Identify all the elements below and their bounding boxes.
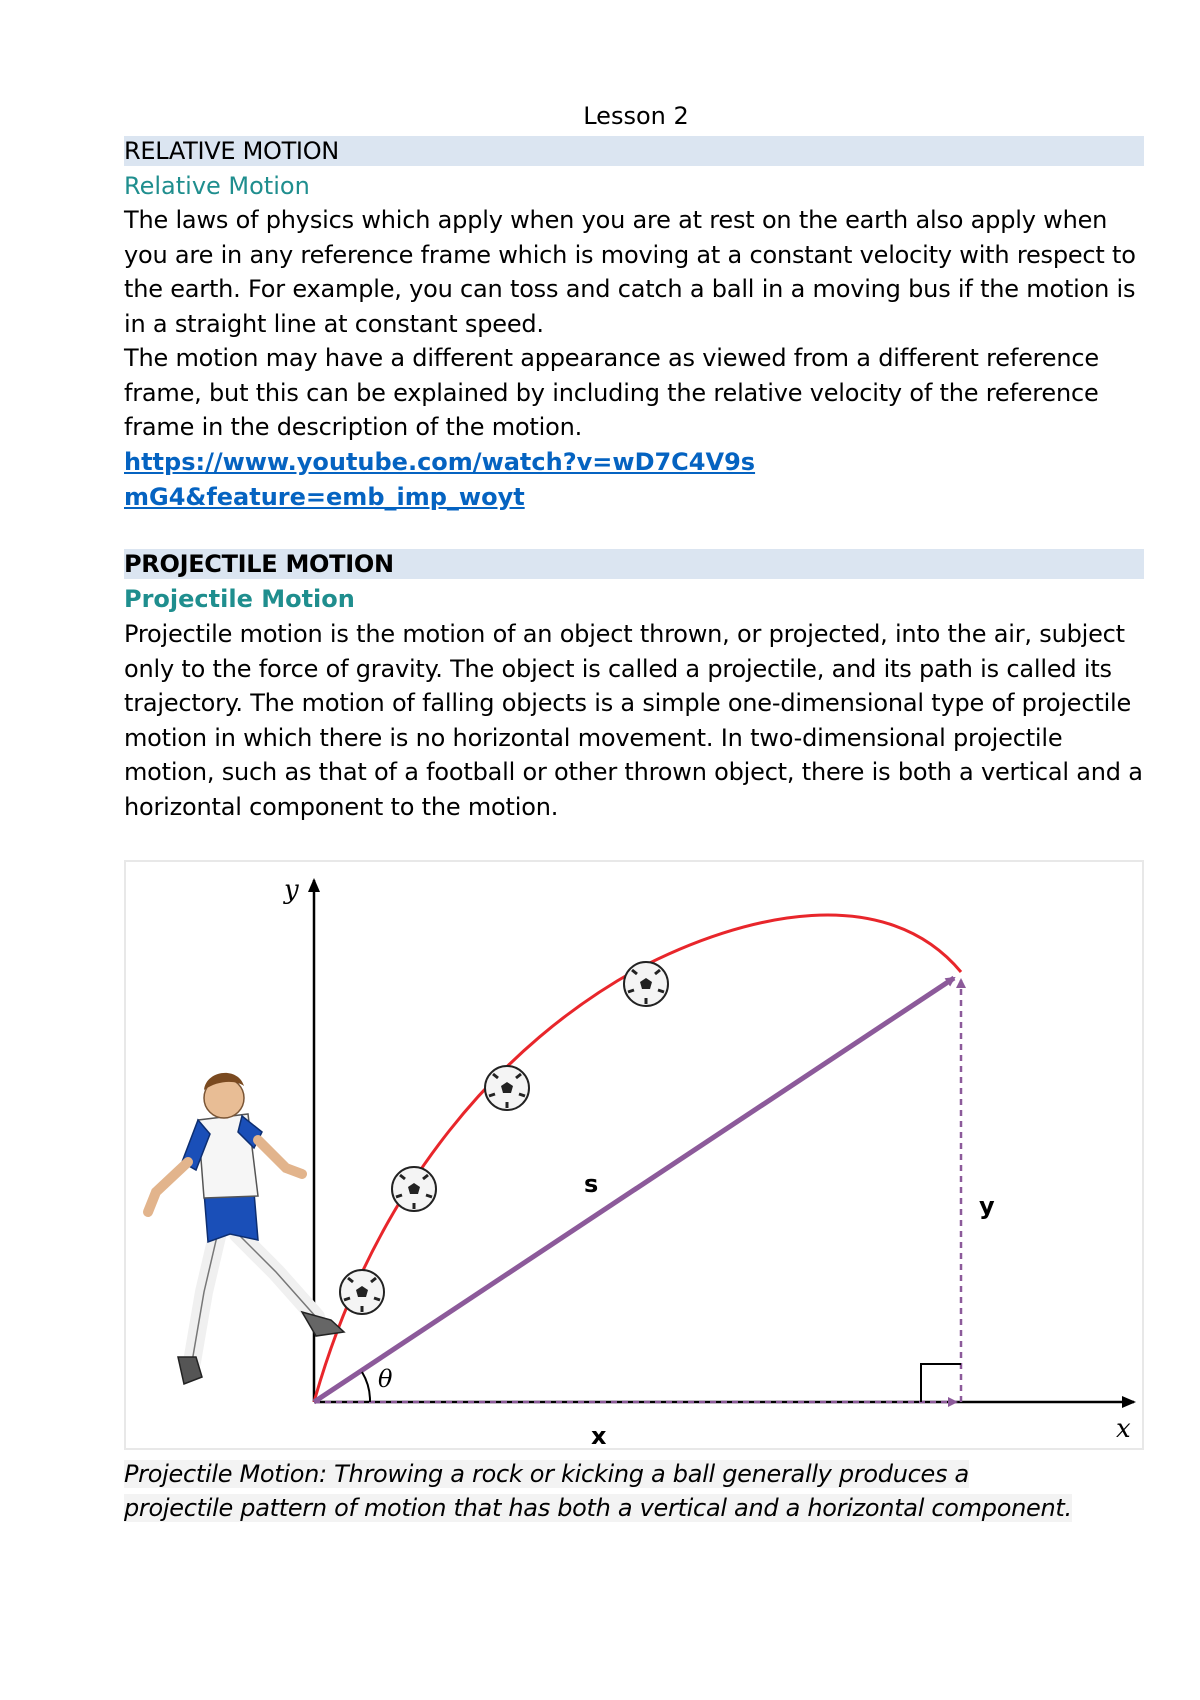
right-angle-marker bbox=[921, 1364, 961, 1402]
soccer-ball-icon bbox=[485, 1066, 529, 1110]
subheading-projectile-motion: Projectile Motion bbox=[124, 585, 355, 613]
soccer-ball-icon bbox=[624, 962, 668, 1006]
paragraph: Projectile motion is the motion of an object thrown, or projected, into the air, subject only to the force of gravity. The object is called a projectile, and its path is called its trajectory. The motion of falling objects is a simple one-dimensional type of projectile motion in which there is no horizontal movement. In two-dimensional projectile motion, such as that of a football or other thrown object, there is both a vertical and a horizontal component to the motion. bbox=[124, 620, 1143, 821]
vertical-component-label: y bbox=[979, 1192, 995, 1220]
figure-caption bbox=[124, 1457, 1084, 1525]
y-axis-label: y bbox=[284, 875, 299, 905]
x-axis-label: x bbox=[1116, 1414, 1131, 1444]
projectile-motion-body bbox=[124, 617, 1154, 824]
youtube-link[interactable]: https://www.youtube.com/watch?v=wD7C4V9smG4&feature=emb_imp_woyt bbox=[124, 448, 756, 511]
angle-arc bbox=[362, 1372, 370, 1402]
relative-motion-body bbox=[124, 203, 1154, 445]
section-header-projectile-motion: PROJECTILE MOTION bbox=[124, 549, 1144, 579]
soccer-ball-icon bbox=[392, 1167, 436, 1211]
angle-label: θ bbox=[378, 1365, 393, 1393]
horizontal-component-label: x bbox=[591, 1422, 607, 1448]
caption-text: Projectile Motion: Throwing a rock or kicking a ball generally produces a projectile pattern of motion that has both a vertical and a horizontal component. bbox=[124, 1460, 1072, 1522]
soccer-ball-icon bbox=[340, 1270, 384, 1314]
projectile-motion-figure bbox=[124, 860, 1144, 1450]
section-header-relative-motion: RELATIVE MOTION bbox=[124, 136, 1144, 166]
paragraph: The laws of physics which apply when you are at rest on the earth also apply when you are in any reference frame which is moving at a constant velocity with respect to the earth. For example, you can toss and catch a ball in a moving bus if the motion is in a straight line at constant speed. bbox=[124, 206, 1136, 338]
displacement-label: s bbox=[584, 1170, 599, 1198]
projectile-diagram bbox=[126, 862, 1142, 1448]
paragraph: The motion may have a different appearance as viewed from a different reference frame, but this can be explained by including the relative velocity of the reference frame in the description of the motion. bbox=[124, 344, 1099, 441]
document-title: Lesson 2 bbox=[583, 102, 689, 130]
subheading-relative-motion: Relative Motion bbox=[124, 172, 310, 200]
